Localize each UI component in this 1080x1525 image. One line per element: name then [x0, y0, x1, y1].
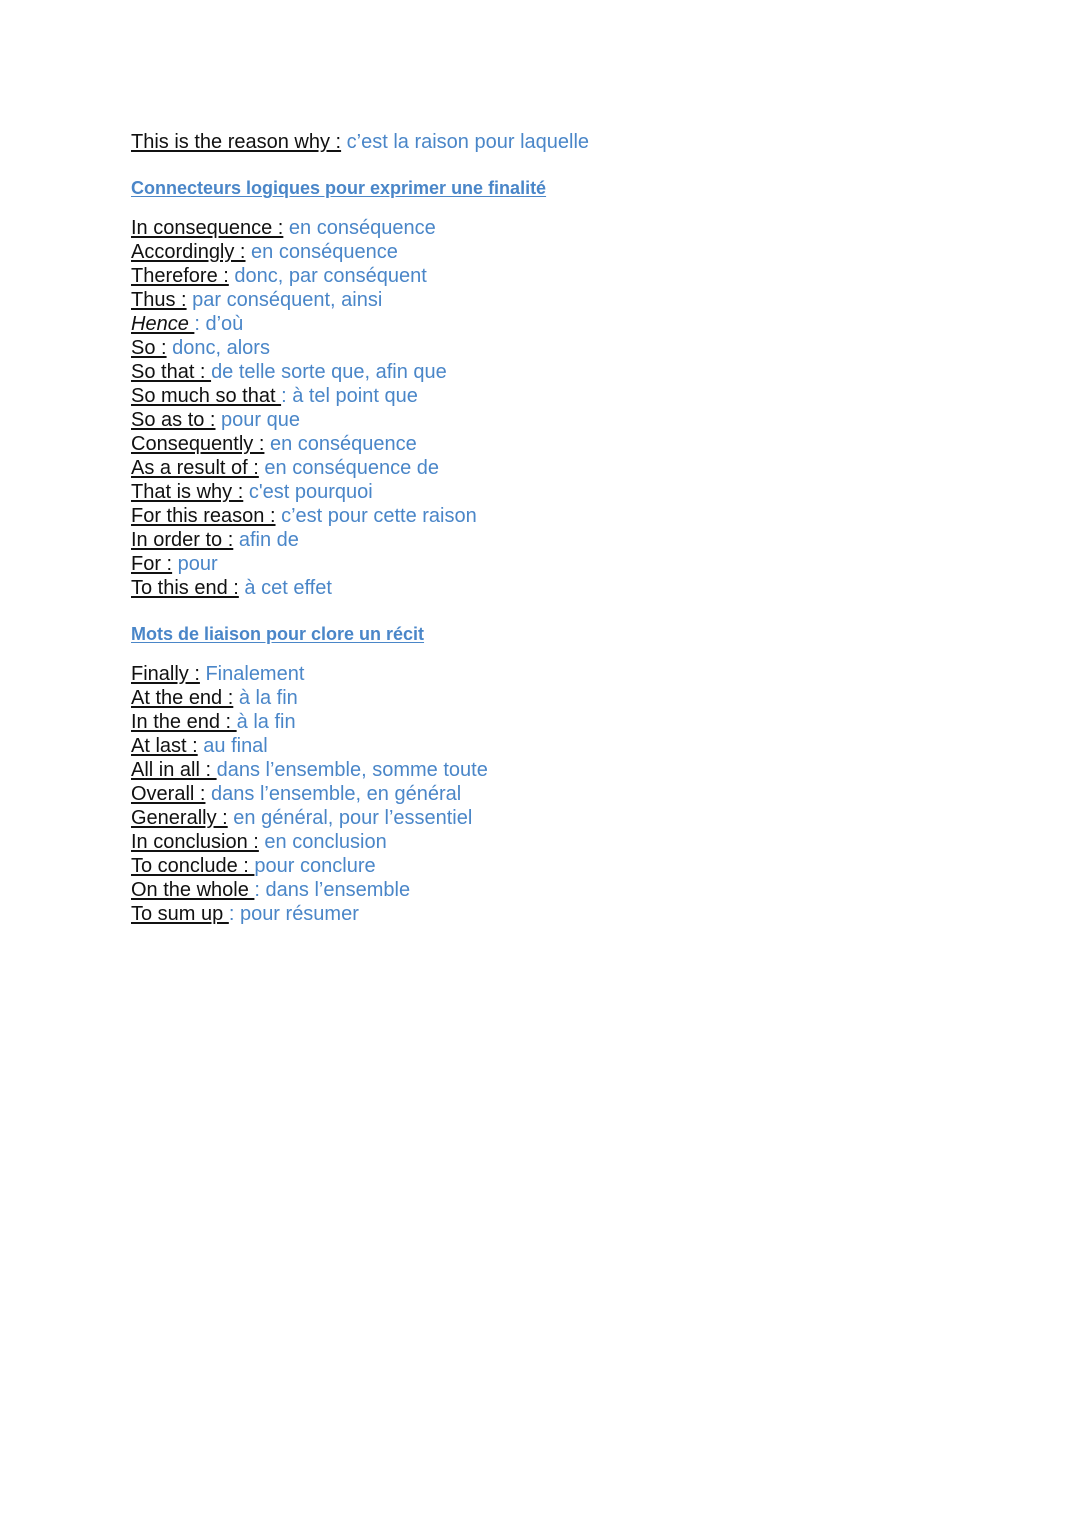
entry-term: In consequence : [131, 217, 284, 239]
entry-term: Consequently : [131, 433, 265, 455]
section-list-finalite [131, 216, 1031, 600]
entry-term: In conclusion : [131, 831, 259, 853]
list-item [131, 806, 1031, 830]
list-item [131, 456, 1031, 480]
entry-term: In order to : [131, 529, 234, 551]
entry-term: For this reason : [131, 505, 276, 527]
entry-term: For : [131, 553, 173, 575]
entry-definition: : pour résumer [228, 903, 359, 925]
entry-definition: : d’où [194, 313, 244, 335]
entry-definition: dans l’ensemble, en général [205, 783, 462, 805]
entry-definition: : à tel point que [281, 385, 418, 407]
entry-definition: en conséquence de [258, 457, 439, 479]
entry-term: To conclude : [131, 855, 255, 877]
list-item [131, 854, 1031, 878]
list-item [131, 734, 1031, 758]
entry-term: At last : [131, 735, 198, 757]
entry-definition: c'est pourquoi [243, 481, 373, 503]
entry-term: So as to : [131, 409, 216, 431]
document-page [131, 130, 1031, 926]
entry-definition: à cet effet [238, 577, 332, 599]
list-item [131, 662, 1031, 686]
list-item [131, 782, 1031, 806]
list-item [131, 878, 1031, 902]
entry-term: On the whole [131, 879, 255, 901]
section-list-clore-recit [131, 662, 1031, 926]
list-item [131, 408, 1031, 432]
entry-term: Finally : [131, 663, 200, 685]
list-item [131, 710, 1031, 734]
list-item [131, 336, 1031, 360]
entry-definition: : dans l’ensemble [254, 879, 411, 901]
list-item [131, 384, 1031, 408]
list-item [131, 686, 1031, 710]
entry-term: This is the reason why : [131, 131, 342, 153]
list-item [131, 240, 1031, 264]
list-item [131, 552, 1031, 576]
entry-term: So : [131, 337, 167, 359]
entry-term: In the end : [131, 711, 237, 733]
entry-term: Overall : [131, 783, 206, 805]
entry-term: Generally : [131, 807, 228, 829]
entry-definition: pour conclure [254, 855, 376, 877]
entry-definition: pour que [215, 409, 301, 431]
list-item [131, 264, 1031, 288]
entry-definition: de telle sorte que, afin que [211, 361, 447, 383]
entry-definition: à la fin [233, 687, 298, 709]
entry-definition: par conséquent, ainsi [186, 289, 383, 311]
entry-definition: en conclusion [258, 831, 387, 853]
entry-term: All in all : [131, 759, 217, 781]
entry-term: Accordingly : [131, 241, 246, 263]
entry-term: Thus : [131, 289, 187, 311]
list-item [131, 902, 1031, 926]
entry-term: So much so that [131, 385, 282, 407]
section-heading-finalite: Connecteurs logiques pour exprimer une finalité [131, 178, 547, 198]
list-item [131, 432, 1031, 456]
entry-reason-why [131, 130, 1031, 154]
entry-definition: afin de [233, 529, 299, 551]
list-item [131, 504, 1031, 528]
entry-term: So that : [131, 361, 212, 383]
entry-term: Therefore : [131, 265, 229, 287]
entry-definition: pour [172, 553, 218, 575]
list-item [131, 830, 1031, 854]
entry-definition: dans l’ensemble, somme toute [216, 759, 488, 781]
entry-definition: donc, par conséquent [228, 265, 427, 287]
entry-term: To this end : [131, 577, 239, 599]
list-item [131, 216, 1031, 240]
list-item [131, 312, 1031, 336]
list-item [131, 528, 1031, 552]
entry-definition: c’est pour cette raison [275, 505, 477, 527]
entry-definition: en conséquence [283, 217, 436, 239]
entry-term: Hence [131, 313, 195, 335]
list-item [131, 360, 1031, 384]
entry-definition: donc, alors [166, 337, 270, 359]
list-item [131, 480, 1031, 504]
list-item [131, 576, 1031, 600]
entry-definition: en conséquence [245, 241, 398, 263]
entry-term: To sum up [131, 903, 229, 925]
entry-term: As a result of : [131, 457, 259, 479]
entry-definition: en conséquence [264, 433, 417, 455]
entry-definition: au final [197, 735, 268, 757]
entry-definition: en général, pour l’essentiel [227, 807, 473, 829]
entry-term: That is why : [131, 481, 244, 503]
entry-definition: Finalement [199, 663, 305, 685]
entry-definition: à la fin [236, 711, 296, 733]
section-heading-clore-recit: Mots de liaison pour clore un récit [131, 624, 425, 644]
entry-definition: c’est la raison pour laquelle [341, 131, 590, 153]
list-item [131, 758, 1031, 782]
entry-term: At the end : [131, 687, 234, 709]
list-item [131, 288, 1031, 312]
